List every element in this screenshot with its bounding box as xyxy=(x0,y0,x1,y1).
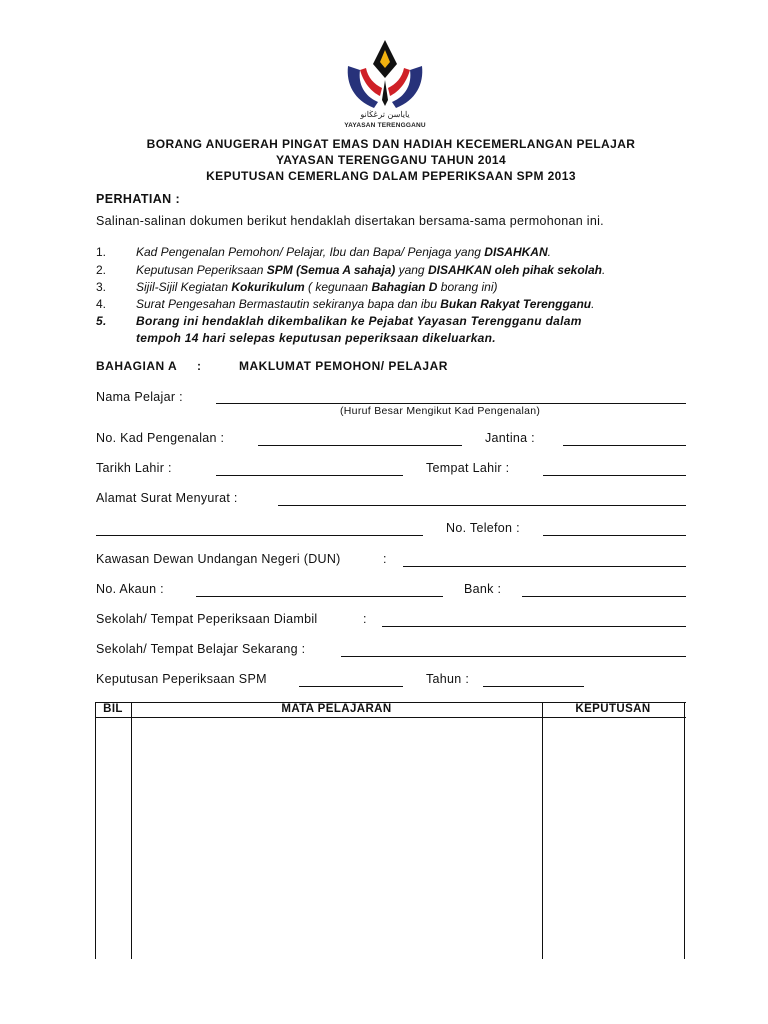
dun-label: Kawasan Dewan Undangan Negeri (DUN) xyxy=(96,552,341,566)
spm-result-field[interactable] xyxy=(299,686,403,687)
col-header-bil: BIL xyxy=(103,703,123,715)
logo-name: YAYASAN TERENGGANU xyxy=(344,122,426,129)
item-emphasis: DISAHKAN oleh pihak sekolah xyxy=(427,263,602,277)
spm-result-label: Keputusan Peperiksaan SPM xyxy=(96,672,267,686)
notice-intro: Salinan-salinan dokumen berikut hendaklah disertakan bersama-sama permohonan ini. xyxy=(96,214,604,228)
item-emphasis: Kokurikulum xyxy=(231,280,305,294)
item-number: 1. xyxy=(96,245,107,259)
item-emphasis: DISAHKAN xyxy=(484,245,548,259)
item-text: . xyxy=(591,297,595,311)
address-field-line-1[interactable] xyxy=(278,505,686,506)
section-a-label: BAHAGIAN A xyxy=(96,359,178,373)
item-number: 4. xyxy=(96,297,107,311)
table-header-rule xyxy=(95,717,686,718)
item-text: Sijil-Sijil Kegiatan xyxy=(136,280,232,294)
item-text: Keputusan Peperiksaan xyxy=(136,263,267,277)
item-text: yang xyxy=(395,263,428,277)
dob-field[interactable] xyxy=(216,475,403,476)
current-school-field[interactable] xyxy=(341,656,686,657)
pob-label: Tempat Lahir : xyxy=(426,461,510,475)
year-field[interactable] xyxy=(483,686,584,687)
account-label: No. Akaun : xyxy=(96,582,164,596)
name-field[interactable] xyxy=(216,403,686,404)
table-border-left xyxy=(95,703,96,959)
current-school-label: Sekolah/ Tempat Belajar Sekarang : xyxy=(96,642,306,656)
pob-field[interactable] xyxy=(543,475,686,476)
notice-heading: PERHATIAN : xyxy=(96,192,181,206)
item-text: Borang ini hendaklah dikembalikan ke Pejabat Yayasan Terengganu dalam xyxy=(136,314,582,328)
section-a-title: MAKLUMAT PEMOHON/ PELAJAR xyxy=(239,359,448,373)
gender-label: Jantina : xyxy=(485,431,535,445)
bank-label: Bank : xyxy=(464,582,502,596)
form-title-line-2: YAYASAN TERENGGANU TAHUN 2014 xyxy=(275,153,507,167)
form-title-line-1: BORANG ANUGERAH PINGAT EMAS DAN HADIAH KECEMERLANGAN PELAJAR xyxy=(146,137,636,151)
item-emphasis: Bahagian D xyxy=(371,280,438,294)
exam-school-colon: : xyxy=(363,612,367,626)
item-text: ( kegunaan xyxy=(304,280,372,294)
table-border-right xyxy=(684,703,685,959)
ic-label: No. Kad Pengenalan : xyxy=(96,431,225,445)
item-text: tempoh 14 hari selepas keputusan peperiksaan dikeluarkan. xyxy=(136,331,496,345)
name-label: Nama Pelajar : xyxy=(96,390,183,404)
section-a-colon: : xyxy=(197,359,202,373)
emblem-icon xyxy=(340,38,430,120)
account-field[interactable] xyxy=(196,596,443,597)
item-emphasis: Bukan Rakyat Terengganu xyxy=(440,297,592,311)
dob-label: Tarikh Lahir : xyxy=(96,461,172,475)
dun-field[interactable] xyxy=(403,566,686,567)
logo-jawi-text: ياياسن ترڠڬانو xyxy=(360,110,410,119)
address-field-line-2[interactable] xyxy=(96,535,423,536)
exam-school-label: Sekolah/ Tempat Peperiksaan Diambil xyxy=(96,612,318,626)
subjects-table xyxy=(95,702,686,959)
address-label: Alamat Surat Menyurat : xyxy=(96,491,238,505)
item-number: 2. xyxy=(96,263,107,277)
item-number: 5. xyxy=(96,314,107,328)
bank-field[interactable] xyxy=(522,596,686,597)
form-title-line-3: KEPUTUSAN CEMERLANG DALAM PEPERIKSAAN SPM 2013 xyxy=(206,169,576,183)
col-header-subject: MATA PELAJARAN xyxy=(281,703,392,715)
col-header-result: KEPUTUSAN xyxy=(575,703,651,715)
item-text: borang ini) xyxy=(437,280,498,294)
table-divider xyxy=(542,703,543,959)
item-emphasis: SPM (Semua A sahaja) xyxy=(266,263,396,277)
ic-field[interactable] xyxy=(258,445,462,446)
exam-school-field[interactable] xyxy=(382,626,686,627)
item-text: . xyxy=(547,245,551,259)
table-divider xyxy=(131,703,132,959)
year-label: Tahun : xyxy=(426,672,470,686)
dun-colon: : xyxy=(383,552,387,566)
phone-field[interactable] xyxy=(543,535,686,536)
phone-label: No. Telefon : xyxy=(446,521,520,535)
item-number: 3. xyxy=(96,280,107,294)
name-hint: (Huruf Besar Mengikut Kad Pengenalan) xyxy=(340,405,541,417)
item-text: Kad Pengenalan Pemohon/ Pelajar, Ibu dan Bapa/ Penjaga yang xyxy=(136,245,485,259)
yayasan-terengganu-logo xyxy=(340,38,430,134)
gender-field[interactable] xyxy=(563,445,686,446)
item-text: . xyxy=(602,263,606,277)
item-text: Surat Pengesahan Bermastautin sekiranya bapa dan ibu xyxy=(136,297,441,311)
